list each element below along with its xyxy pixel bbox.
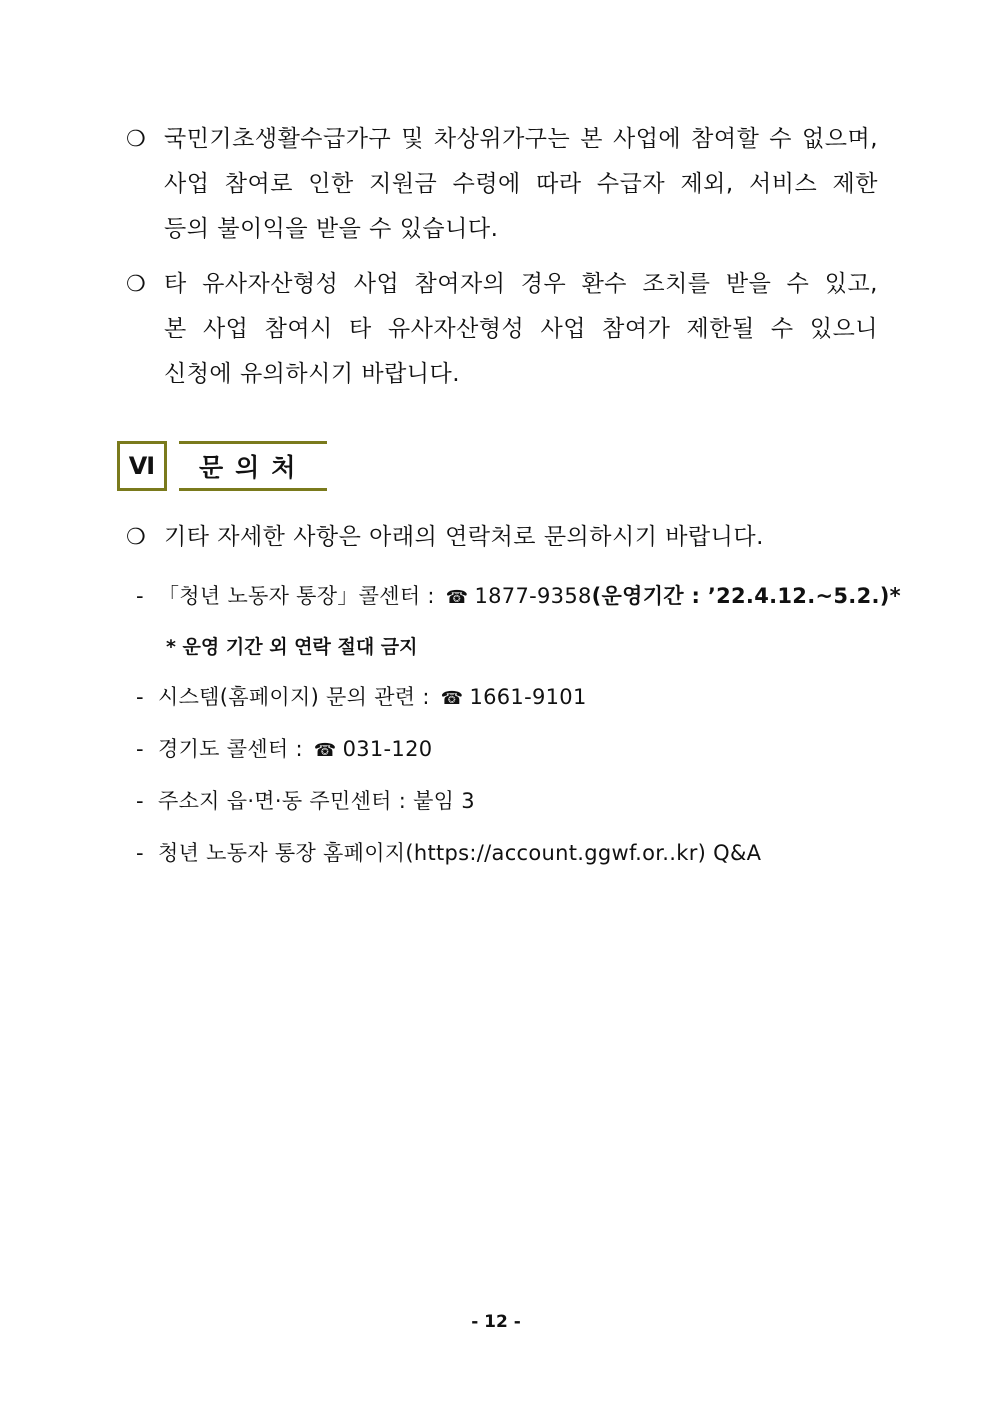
- contact-text: 청년 노동자 통장 홈페이지(https://account.ggwf.or..kr) Q&A: [158, 841, 762, 865]
- bullet-text-line: 국민기초생활수급가구 및 차상위가구는 본 사업에 참여할 수 없으며,: [164, 126, 878, 152]
- section-heading: [117, 441, 327, 491]
- dash-marker: -: [136, 841, 144, 865]
- section-number: Ⅵ: [117, 441, 167, 491]
- dash-marker: -: [136, 584, 144, 608]
- contact-text: 주소지 읍·면·동 주민센터 : 붙임 3: [158, 789, 475, 813]
- phone-icon: ☎: [313, 740, 337, 761]
- bullet-text-line: 신청에 유의하시기 바랍니다.: [164, 361, 461, 387]
- circle-bullet-icon: ❍: [126, 127, 147, 152]
- phone-icon: ☎: [440, 688, 464, 709]
- operating-period-note: * 운영 기간 외 연락 절대 금지: [166, 636, 418, 658]
- dash-marker: -: [136, 789, 144, 813]
- contact-label: 「청년 노동자 통장」콜센터 :: [158, 584, 435, 608]
- contact-phone: 031-120: [342, 737, 433, 761]
- circle-bullet-icon: ❍: [126, 272, 147, 297]
- bullet-item-contact-intro: [126, 518, 878, 563]
- bullet-text-line: 사업 참여로 인한 지원금 수령에 따라 수급자 제외, 서비스 제한: [164, 171, 878, 197]
- bullet-text-line: 본 사업 참여시 타 유사자산형성 사업 참여가 제한될 수 있으니: [164, 316, 878, 342]
- bullet-text-line: 기타 자세한 사항은 아래의 연락처로 문의하시기 바랍니다.: [164, 524, 764, 550]
- dash-marker: -: [136, 737, 144, 761]
- section-title: 문의처: [179, 441, 327, 491]
- contact-phone: 1661-9101: [469, 685, 587, 709]
- contact-gyeonggi: [136, 733, 432, 763]
- circle-bullet-icon: ❍: [126, 525, 147, 550]
- bullet-text-line: 타 유사자산형성 사업 참여자의 경우 환수 조치를 받을 수 있고,: [164, 271, 878, 297]
- bullet-item-duplicate-participation: [126, 265, 878, 400]
- dash-marker: -: [136, 685, 144, 709]
- phone-icon: ☎: [445, 587, 469, 608]
- contact-phone: 1877-9358: [474, 584, 592, 608]
- bullet-item-eligibility: [126, 120, 878, 255]
- contact-system: [136, 681, 587, 711]
- contact-label: 경기도 콜센터 :: [158, 737, 303, 761]
- contact-homepage: [136, 837, 761, 867]
- contact-community-center: [136, 785, 475, 815]
- operating-period: (운영기간 : ’22.4.12.~5.2.)*: [591, 584, 901, 608]
- page-number: - 12 -: [471, 1312, 521, 1332]
- contact-call-center: [136, 580, 901, 610]
- contact-label: 시스템(홈페이지) 문의 관련 :: [158, 685, 430, 709]
- bullet-text-line: 등의 불이익을 받을 수 있습니다.: [164, 216, 499, 242]
